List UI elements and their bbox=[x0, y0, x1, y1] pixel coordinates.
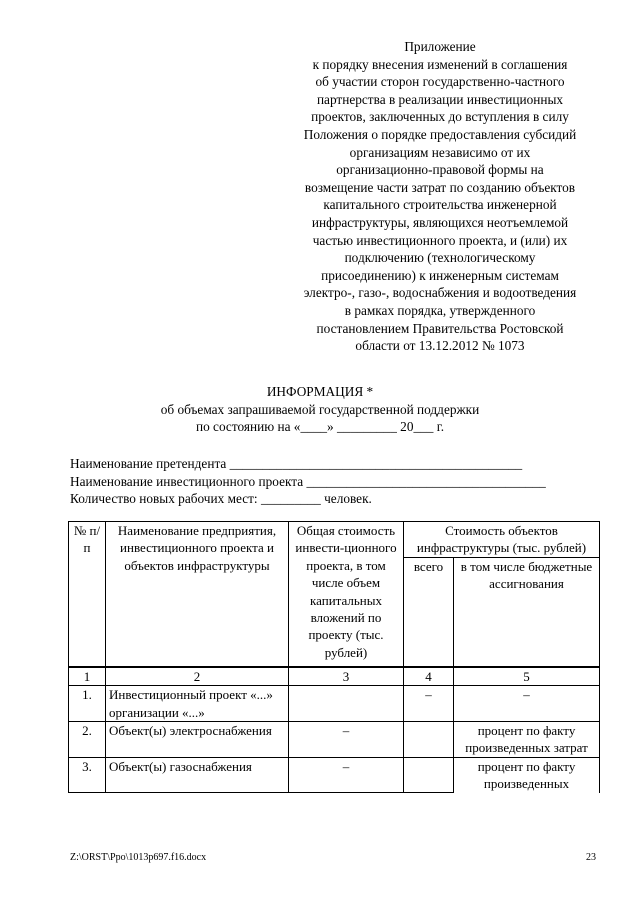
appendix-line: электро-, газо-, водоснабжения и водоотведения bbox=[303, 285, 577, 301]
header-all: всего bbox=[404, 557, 454, 667]
table-row bbox=[69, 686, 600, 722]
new-jobs-field: Количество новых рабочих мест: _________ человек. bbox=[70, 491, 372, 507]
appendix-line: в рамках порядка, утвержденного bbox=[344, 302, 536, 318]
title-date-line: по состоянию на «____» _________ 20___ г. bbox=[195, 419, 445, 435]
appendix-line: Положения о порядке предоставления субсидий bbox=[303, 126, 577, 142]
row-name: Объект(ы) газоснабжения bbox=[106, 757, 289, 792]
row-num: 1. bbox=[69, 686, 106, 722]
appendix-line: об участии сторон государственно-частного bbox=[315, 74, 565, 90]
appendix-line: организационно-правовой формы на bbox=[336, 162, 544, 178]
row-budget: процент по факту произведенных затрат bbox=[454, 722, 600, 758]
column-number: 3 bbox=[289, 667, 404, 686]
row-total bbox=[289, 686, 404, 722]
appendix-note bbox=[276, 38, 604, 355]
row-budget: – bbox=[454, 686, 600, 722]
footer-page-number: 23 bbox=[586, 852, 596, 863]
applicant-name-field: Наименование претендента ____________________________________________ bbox=[70, 456, 523, 471]
row-total: – bbox=[289, 722, 404, 758]
title-subtitle: об объемах запрашиваемой государственной поддержки bbox=[160, 401, 480, 417]
row-all bbox=[404, 722, 454, 758]
footer-file-path: Z:\ORST\Ppo\1013p697.f16.docx bbox=[70, 852, 207, 863]
table-row bbox=[69, 722, 600, 758]
appendix-line: области от 13.12.2012 № 1073 bbox=[355, 338, 525, 354]
header-budget: в том числе бюджетные ассигнования bbox=[454, 557, 600, 667]
appendix-line: проектов, заключенных до вступления в силу bbox=[311, 109, 569, 125]
appendix-line: капитального строительства инженерной bbox=[323, 197, 557, 213]
appendix-line: организациям независимо от их bbox=[349, 144, 531, 160]
row-all bbox=[404, 757, 454, 792]
appendix-line: присоединению) к инженерным системам bbox=[321, 267, 559, 283]
applicant-fields bbox=[70, 455, 610, 508]
column-number: 1 bbox=[69, 667, 106, 686]
appendix-line: возмещение части затрат по созданию объектов bbox=[304, 179, 576, 195]
appendix-line: инфраструктуры, являющихся неотъемлемой bbox=[311, 214, 569, 230]
row-total: – bbox=[289, 757, 404, 792]
appendix-line: частью инвестиционного проекта, и (или) их bbox=[312, 232, 568, 248]
project-name-field: Наименование инвестиционного проекта ____________________________________ bbox=[70, 473, 546, 489]
column-number-row bbox=[69, 667, 600, 686]
column-number: 4 bbox=[404, 667, 454, 686]
header-num: № п/п bbox=[69, 522, 106, 667]
header-infra-cost: Стоимость объектов инфраструктуры (тыс. рублей) bbox=[404, 522, 600, 558]
header-name: Наименование предприятия, инвестиционного проекта и объектов инфраструктуры bbox=[106, 522, 289, 667]
row-all: – bbox=[404, 686, 454, 722]
appendix-line: партнерства в реализации инвестиционных bbox=[316, 91, 564, 107]
support-info-table bbox=[68, 521, 600, 793]
document-title bbox=[0, 383, 640, 436]
appendix-line: подключению (технологическому bbox=[344, 250, 536, 266]
title-heading: ИНФОРМАЦИЯ * bbox=[266, 384, 374, 399]
column-number: 2 bbox=[106, 667, 289, 686]
row-num: 3. bbox=[69, 757, 106, 792]
row-num: 2. bbox=[69, 722, 106, 758]
column-number: 5 bbox=[454, 667, 600, 686]
appendix-line: Приложение bbox=[404, 39, 476, 54]
table-header-row bbox=[69, 522, 600, 558]
header-total-cost: Общая стоимость инвести-ционного проекта, в том числе объем капитальных вложений по проекту (тыс. рублей) bbox=[289, 522, 404, 667]
row-budget: процент по факту произведенных bbox=[454, 757, 600, 792]
row-name: Инвестиционный проект «...» организации «...» bbox=[106, 686, 289, 722]
row-name: Объект(ы) электроснабжения bbox=[106, 722, 289, 758]
appendix-line: постановлением Правительства Ростовской bbox=[316, 320, 564, 336]
appendix-line: к порядку внесения изменений в соглашения bbox=[312, 56, 568, 72]
table-row bbox=[69, 757, 600, 792]
